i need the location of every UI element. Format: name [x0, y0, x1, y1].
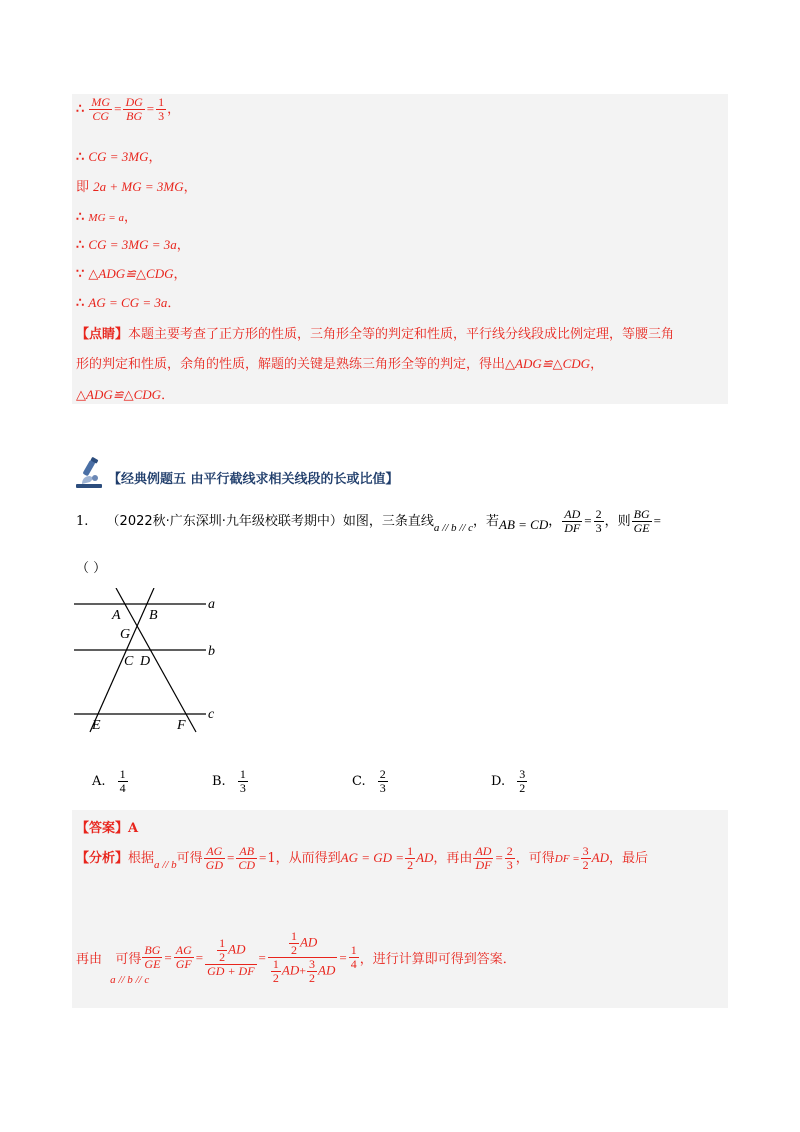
analysis-line-1: 【分析】根据$_{a // b}$可得 $\frac{AG}{GD}$ = $\frac{AB}{CD}$ =1，从而得到AG = GD = $\frac{1}{2}$ AD，再由 $\frac{AD}{DF}$ = $\frac{2}{3}$ ，可得DF = $\frac{3}{2}$ AD，最后	[76, 844, 648, 872]
fraction-mg-cg	[89, 96, 112, 123]
denominator: 2	[219, 950, 226, 964]
denominator: 2	[407, 858, 414, 872]
fraction-ad-df	[473, 845, 493, 872]
denominator: 4	[119, 781, 126, 795]
numerator: AG	[175, 943, 192, 957]
choice-fraction	[238, 768, 248, 795]
denominator: GD + DF	[207, 964, 255, 978]
fraction-one-quarter	[349, 944, 359, 971]
fraction-half	[289, 930, 299, 957]
numerator: 3	[519, 767, 526, 781]
choice-fraction	[517, 768, 527, 795]
numerator: 2	[379, 767, 386, 781]
therefore-symbol: ∴	[76, 150, 85, 165]
line-label-a: a	[208, 597, 215, 612]
choice-fraction	[118, 768, 128, 795]
numerator: DG	[125, 95, 143, 109]
value-one: 1	[267, 851, 276, 866]
denominator: GF	[175, 957, 192, 971]
comment-text: 形的判定和性质，余角的性质，解题的关键是熟练三角形全等的判定，得出	[76, 357, 506, 372]
point-label-b: B	[149, 608, 158, 623]
choice-a[interactable]	[92, 768, 129, 795]
numerator	[268, 930, 337, 958]
fraction-one-third	[156, 96, 166, 123]
step-1: ∴ $\frac{MG}{CG}$ = $\frac{DG}{BG}$ = $\frac{1}{3}$ ，	[76, 95, 181, 123]
comma: ，	[148, 150, 162, 165]
choice-fraction	[378, 768, 388, 795]
denominator: 3	[595, 521, 602, 535]
numerator: AB	[236, 845, 257, 859]
denominator: 3	[239, 781, 246, 795]
numerator: MG	[91, 95, 111, 109]
point-label-f: F	[177, 718, 186, 733]
denominator: 4	[350, 957, 357, 971]
comma: ，	[176, 238, 190, 253]
fraction-half	[271, 958, 281, 985]
comment-text: 本题主要考查了正方形的性质，三角形全等的判定和性质，平行线分线段成比例定理，等腰三角	[128, 327, 675, 342]
denominator: GE	[633, 521, 650, 535]
fraction-bg-ge	[632, 508, 652, 535]
step-2	[76, 146, 162, 165]
fraction-three-halves	[581, 845, 591, 872]
step-5	[76, 234, 190, 253]
fraction-half-ad-over-sum	[205, 937, 256, 978]
numerator: 1	[407, 844, 414, 858]
choice-label: C.	[352, 774, 366, 789]
answer-value: A	[128, 821, 139, 836]
question-number: 1.	[76, 514, 89, 529]
numerator: 1	[219, 936, 226, 950]
fraction-bg-ge	[142, 944, 162, 971]
fraction-half	[405, 845, 415, 872]
microscope-icon	[74, 456, 106, 490]
denominator: 2	[290, 943, 297, 957]
point-label-e: E	[92, 718, 101, 733]
equation: CG = 3MG	[88, 149, 149, 164]
choice-label: A.	[92, 774, 106, 789]
therefore-symbol: ∴	[76, 296, 85, 311]
period: ．	[161, 388, 175, 403]
analysis-text: 可得	[115, 952, 142, 967]
numerator: AD	[475, 844, 492, 858]
point-label-c: C	[124, 654, 134, 669]
numerator: 1	[272, 957, 279, 971]
choice-label: B.	[212, 774, 226, 789]
point-label-d: D	[140, 654, 151, 669]
answer-blank: （ ）	[76, 561, 107, 576]
numerator: BG	[144, 943, 161, 957]
analysis-label: 【分析】	[76, 851, 129, 866]
comma: ，	[590, 357, 604, 372]
segment-ad: AD	[228, 941, 246, 957]
analysis-text: ，最后	[608, 851, 648, 866]
comma: ，	[548, 514, 562, 529]
question-line: 1. （2022秋·广东深圳·九年级校联考期中）如图，三条直线$_{a // b // c}$，若AB = CD， $\frac{AD}{DF}$ = $\frac{2}{3}$ ，则 $\frac{BG}{GE}$ =	[76, 507, 661, 535]
comment-line-3	[76, 384, 174, 403]
numerator: 2	[595, 507, 602, 521]
fraction-two-thirds	[505, 845, 515, 872]
parallel-lines: a // b // c	[110, 974, 150, 986]
period: ．	[167, 296, 181, 311]
numerator: BG	[633, 507, 650, 521]
section-title: 【经典例题五 由平行截线求相关线段的长或比值】	[108, 472, 399, 487]
comma: ，	[123, 210, 137, 225]
equation: AG = GD =	[340, 850, 405, 865]
denominator: 3	[506, 858, 513, 872]
point-label-g: G	[120, 627, 131, 642]
analysis-text: ，从而得到	[275, 851, 341, 866]
analysis-text: 再由	[76, 952, 103, 967]
line-label-b: b	[208, 644, 215, 659]
question-text: （2022秋·广东深圳·九年级校联考期中）如图，三条直线	[106, 514, 434, 529]
choice-label: D.	[491, 774, 506, 789]
denominator: 2	[309, 971, 316, 985]
analysis-line-2: 再由 $_{a // b // c}$ 可得 $\frac{BG}{GE}$ = $\frac{AG}{GF}$ = $\frac{1}{2}$ AD GD + DF = $\frac{1}{2}$ AD $\frac{1}{2}$ AD+ $\frac{3}{2}$ AD = $\frac{1}{4}$ ，进行计算即可得到答案．	[76, 929, 516, 986]
denominator: GD	[205, 858, 224, 872]
segment-ad: AD	[299, 934, 318, 950]
fraction-ab-cd	[236, 845, 257, 872]
numerator: 1	[239, 767, 246, 781]
fraction-nested	[268, 930, 337, 985]
answer-line	[76, 817, 138, 836]
congruence: △ADG≌△CDG	[76, 387, 162, 402]
equation: MG = a	[88, 212, 124, 224]
segment-ad: AD	[318, 962, 336, 978]
fraction-half	[217, 937, 227, 964]
numerator: AG	[204, 845, 225, 859]
analysis-text: ，再由	[433, 851, 473, 866]
denominator: 2	[582, 858, 589, 872]
equation: AB = CD	[499, 517, 549, 532]
denominator: 2	[519, 781, 526, 795]
fraction-dg-bg	[123, 96, 144, 123]
comma: ，	[183, 180, 197, 195]
equation: AG = CG = 3a	[88, 295, 168, 310]
numerator: 1	[119, 767, 126, 781]
therefore-symbol: ∴	[76, 238, 85, 253]
denominator: DF	[475, 858, 492, 872]
segment-ad: AD	[281, 962, 300, 978]
step-3	[76, 176, 197, 195]
question-text: ，若	[473, 514, 500, 529]
because-symbol: ∵	[76, 267, 85, 282]
parallel-lines: a // b // c	[433, 522, 474, 534]
equation: DF =	[554, 853, 580, 865]
segment-ad: AD	[416, 850, 434, 865]
numerator: 3	[309, 957, 316, 971]
answer-label: 【答案】	[76, 821, 129, 836]
fraction-ag-gf	[174, 944, 194, 971]
numerator: AD	[564, 507, 581, 521]
therefore-symbol: ∴	[76, 102, 85, 117]
fraction-ad-df	[562, 508, 582, 535]
therefore-symbol: ∴	[76, 210, 85, 225]
numerator: 1	[290, 929, 297, 943]
denominator: CD	[238, 858, 256, 872]
choice-b[interactable]	[212, 768, 249, 795]
congruence: △ADG≌△CDG	[505, 356, 591, 371]
congruence: △ADG≌△CDG	[88, 266, 174, 281]
numerator: 2	[506, 844, 513, 858]
denominator: 2	[272, 971, 279, 985]
equals-sign: =	[653, 513, 661, 528]
fraction-ag-gd	[204, 845, 225, 872]
denominator: $\frac{1}{2}$ AD+ $\frac{3}{2}$ AD	[272, 957, 336, 985]
denominator: BG	[126, 109, 143, 123]
numerator: 1	[158, 95, 165, 109]
comma: ，	[173, 267, 187, 282]
step-6	[76, 263, 187, 282]
segment-ad: AD	[591, 850, 609, 865]
equation: 2a + MG = 3MG	[93, 179, 184, 194]
equation: CG = 3MG = 3a	[88, 237, 177, 252]
analysis-text: 根据	[128, 851, 155, 866]
choice-c[interactable]	[352, 768, 389, 795]
choice-d[interactable]	[491, 768, 528, 795]
analysis-text: 可得	[176, 851, 203, 866]
fraction-two-thirds	[594, 508, 604, 535]
denominator: 3	[158, 109, 165, 123]
step-7	[76, 292, 180, 311]
analysis-text: ，进行计算即可得到答案．	[359, 952, 516, 967]
numerator: 3	[582, 844, 589, 858]
numerator	[205, 937, 256, 965]
denominator: 3	[379, 781, 386, 795]
comment-line-2	[76, 353, 603, 372]
denominator: DF	[564, 521, 581, 535]
denominator: CG	[92, 109, 110, 123]
comma: ，	[167, 102, 181, 117]
analysis-text: ，可得	[515, 851, 555, 866]
parallel-lines: a // b	[154, 859, 177, 871]
prefix-text: 即	[76, 180, 90, 195]
numerator: 1	[350, 943, 357, 957]
fraction-three-halves	[307, 958, 317, 985]
denominator: GE	[144, 957, 161, 971]
step-4	[76, 206, 137, 225]
comment-line-1	[76, 323, 674, 342]
question-text: ，则	[604, 514, 631, 529]
geometry-figure	[70, 588, 230, 738]
point-label-a: A	[112, 608, 121, 623]
comment-label: 【点睛】	[76, 327, 129, 342]
line-label-c: c	[208, 707, 215, 722]
